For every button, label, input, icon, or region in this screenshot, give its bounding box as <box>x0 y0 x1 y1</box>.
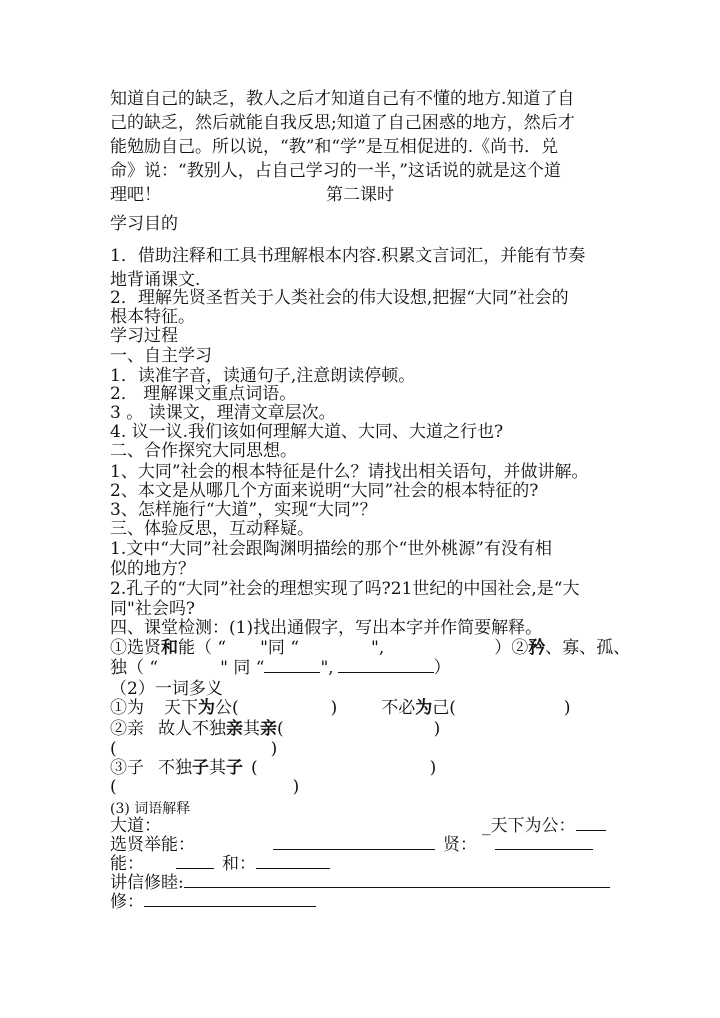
vocab-tianxia: _天下为公： <box>482 815 606 837</box>
cooperate-item-2: 2、本文是从哪几个方面来说明“大同”社会的根本特征的? <box>110 481 539 501</box>
polysemy-item-1: ①为 天下为公( ) 不必为己( ) <box>110 698 571 718</box>
polysemy-item-3-blank: ( ) <box>110 777 300 797</box>
answer-blank[interactable] <box>256 854 330 869</box>
reflect-item-2-cont: 同"社会吗? <box>110 599 195 619</box>
goals-heading: 学习目的 <box>110 214 178 234</box>
polysemy-heading: （2）一词多义 <box>110 679 223 699</box>
polysemy-item-2-blank: ( ) <box>110 739 278 759</box>
lesson-title: 第二课时 <box>326 185 394 205</box>
answer-blank[interactable] <box>273 835 435 850</box>
answer-blank[interactable] <box>495 835 593 850</box>
vocab-xuanxian: 选贤举能： 贤： <box>110 834 593 856</box>
answer-blank[interactable] <box>184 873 610 888</box>
intro-line-5: 理吧！ <box>110 185 161 205</box>
vocab-dadao: 大道： <box>110 816 161 836</box>
goal-line-4: 根本特征。 <box>110 307 195 327</box>
answer-blank[interactable] <box>576 816 606 831</box>
self-study-item-1: 1．读准字音，读通句子,注意朗读停顿。 <box>110 366 416 386</box>
self-study-item-4: 4. 议一议.我们该如何理解大道、大同、大道之行也? <box>110 422 504 442</box>
vocab-neng: 能： 和： <box>110 853 330 875</box>
goal-line-1: 1．借助注释和工具书理解根本内容.积累文言词汇，并能有节奏 <box>110 246 586 266</box>
intro-line-3: 能勉励自己。所以说，“教”和“学”是互相促进的.《尚书．兑 <box>110 137 559 157</box>
process-heading: 学习过程 <box>110 326 178 346</box>
reflect-item-1: 1.文中“大同”社会跟陶渊明描绘的那个“世外桃源”有没有相 <box>110 539 552 559</box>
vocab-xiu: 修： <box>110 891 316 913</box>
answer-blank[interactable] <box>176 854 214 869</box>
reflect-item-2: 2.孔子的“大同”社会的理想实现了吗?21世纪的中国社会,是“大 <box>110 579 580 599</box>
intro-line-1: 知道自己的缺乏，教人之后才知道自己有不懂的地方.知道了自 <box>110 89 575 109</box>
cooperate-item-1: 1、大同”社会的根本特征是什么？请找出相关语句，并做讲解。 <box>110 462 589 482</box>
reflect-item-1-cont: 似的地方？ <box>110 559 195 579</box>
self-study-item-3: 3 。 读课文，理清文章层次。 <box>110 403 336 423</box>
exercise-heading: 四、课堂检测：(1)找出通假字，写出本字并作简要解释。 <box>110 618 543 638</box>
reflect-heading: 三、体验反思，互动释疑。 <box>110 519 314 539</box>
answer-blank[interactable] <box>264 658 320 673</box>
intro-line-2: 己的缺乏，然后就能自我反思;知道了自己困惑的地方，然后才 <box>110 113 575 133</box>
cooperate-item-3: 3、怎样施行“大道”，实现“大同”？ <box>110 500 377 520</box>
self-study-heading: 一、自主学习 <box>110 346 212 366</box>
vocab-heading: (3) 词语解释 <box>110 801 191 817</box>
polysemy-item-2: ②亲 故人不独亲其亲( ) <box>110 719 441 739</box>
tongjia-line-1: ①选贤和能（ “ "同 “ ", ）②矜、寡、孤、 <box>110 638 631 658</box>
polysemy-item-3: ③子 不独子其子 ( ) <box>110 758 437 778</box>
tongjia-line-2: 独（ “ " 同 “ ", ） <box>110 658 451 678</box>
answer-blank[interactable] <box>144 892 316 907</box>
goal-line-3: 2．理解先贤圣哲关于人类社会的伟大设想,把握“大同”社会的 <box>110 288 569 308</box>
goal-line-2: 地背诵课文. <box>110 270 201 290</box>
cooperate-heading: 二、合作探究大同思想。 <box>110 441 297 461</box>
intro-line-4: 命》说：“教别人，占自己学习的一半，”这话说的就是这个道 <box>110 161 561 181</box>
self-study-item-2: 2． 理解课文重点词语。 <box>110 384 297 404</box>
vocab-jiangxin: 讲信修睦: <box>110 872 610 894</box>
answer-blank[interactable] <box>338 658 434 673</box>
